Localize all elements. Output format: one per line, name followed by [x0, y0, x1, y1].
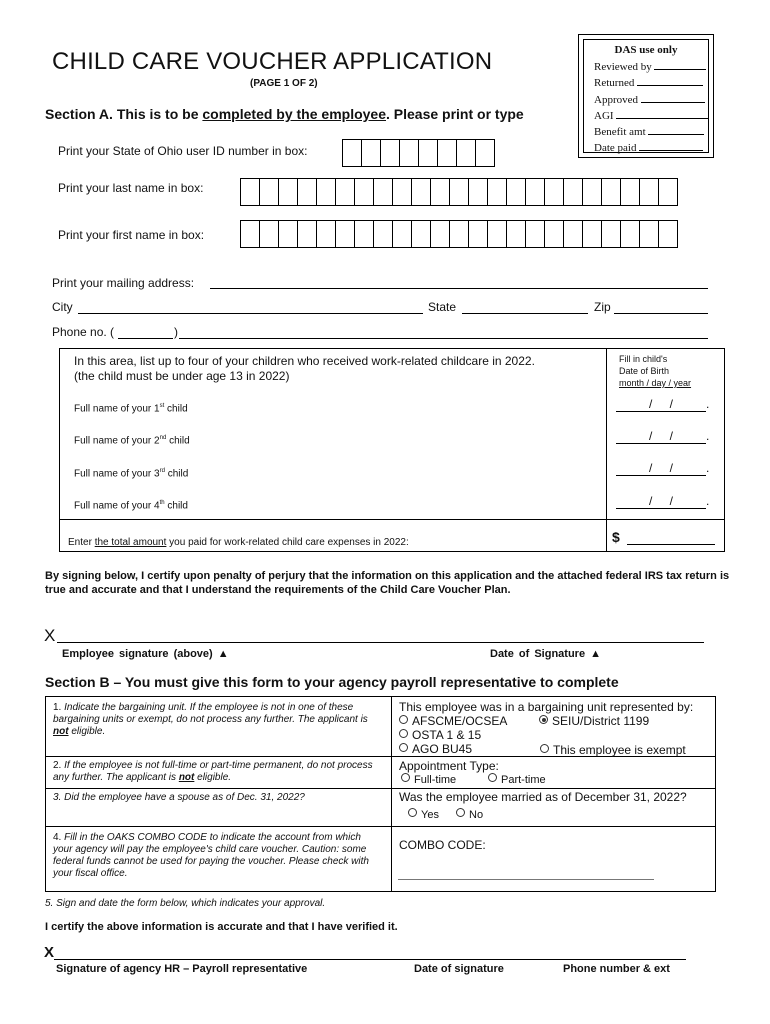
char-box[interactable]: [449, 178, 469, 206]
first-name-boxes[interactable]: [240, 220, 677, 248]
opt-exempt[interactable]: [540, 743, 686, 757]
yes-label: Yes: [421, 809, 439, 821]
char-box[interactable]: [563, 220, 583, 248]
state-line[interactable]: [462, 313, 588, 314]
das-approved-label: Approved: [594, 94, 638, 106]
das-datepaid-line[interactable]: [639, 141, 703, 151]
section-b-divider: [391, 697, 392, 891]
das-title: DAS use only: [614, 44, 678, 56]
combo-code-line[interactable]: [398, 879, 654, 880]
das-returned-row: [594, 76, 703, 89]
exempt-radio-icon[interactable]: [540, 744, 549, 753]
char-box[interactable]: [411, 220, 431, 248]
opt-full-time[interactable]: [401, 773, 456, 787]
child-1-label: [74, 403, 188, 414]
total-underlined: the total amount: [94, 537, 167, 548]
employee-signature-label: Employee signature (above) ▲: [62, 648, 229, 660]
char-box[interactable]: [278, 178, 298, 206]
char-box[interactable]: [620, 220, 640, 248]
q2-text: [53, 760, 383, 784]
char-box[interactable]: [259, 220, 279, 248]
char-box[interactable]: [468, 220, 488, 248]
children-table-total-divider: [60, 519, 724, 520]
q1-body: Indicate the bargaining unit. If the employee is not in one of these bargaining units or exempt, do not process any further. The applicant is: [53, 702, 368, 725]
total-post: you paid for work-related child care expenses in 2022:: [166, 537, 409, 548]
char-box[interactable]: [639, 220, 659, 248]
verify-statement: I certify the above information is accurate and that I have verified it.: [45, 921, 398, 933]
char-box[interactable]: [449, 220, 469, 248]
char-box[interactable]: [373, 220, 393, 248]
total-amount-line[interactable]: [627, 544, 715, 545]
last-name-label: Print your last name in box:: [58, 181, 204, 195]
section-b-heading: Section B – You must give this form to your agency payroll representative to complete: [45, 674, 619, 690]
das-returned-line[interactable]: [637, 76, 703, 86]
q1-end: eligible.: [68, 726, 106, 737]
afscme-label: AFSCME/OCSEA: [412, 714, 508, 728]
a1-title: This employee was in a bargaining unit represented by:: [399, 700, 694, 714]
children-table-divider: [606, 349, 607, 551]
char-box[interactable]: [639, 178, 659, 206]
child-4-dob[interactable]: / / .: [616, 494, 709, 509]
char-box[interactable]: [240, 220, 260, 248]
char-box[interactable]: [658, 220, 678, 248]
char-box[interactable]: [297, 220, 317, 248]
char-box[interactable]: [316, 220, 336, 248]
full-time-radio-icon[interactable]: [401, 773, 410, 782]
q1-text: [53, 702, 383, 738]
state-label: State: [428, 300, 457, 314]
char-box[interactable]: [525, 220, 545, 248]
q1-number: 1.: [53, 702, 65, 713]
a4-title: COMBO CODE:: [399, 838, 486, 852]
char-box[interactable]: [335, 178, 355, 206]
char-box[interactable]: [240, 178, 260, 206]
hr-phone-label: Phone number & ext: [563, 963, 670, 975]
hr-x-mark: X: [44, 944, 55, 961]
total-amount-label: [68, 537, 409, 548]
char-box[interactable]: [658, 178, 678, 206]
part-time-radio-icon[interactable]: [488, 773, 497, 782]
child-4-label-text: Full name of your 4: [74, 500, 160, 512]
child-1-sup: st: [159, 403, 165, 409]
child-2-sup: nd: [159, 435, 167, 441]
opt-seiu[interactable]: [539, 714, 649, 728]
q4-number: 4.: [53, 832, 65, 843]
mailing-address-label: Print your mailing address:: [52, 276, 195, 290]
das-agi-line[interactable]: [616, 109, 708, 119]
part-time-label: Part-time: [501, 774, 546, 786]
city-label: City: [52, 300, 73, 314]
page-indicator: (PAGE 1 OF 2): [250, 78, 318, 89]
char-box[interactable]: [430, 220, 450, 248]
char-box[interactable]: [437, 139, 457, 167]
no-radio-icon[interactable]: [456, 808, 465, 817]
dob-header-2: Date of Birth: [619, 366, 670, 376]
das-benefit-line[interactable]: [648, 125, 704, 135]
exempt-label: This employee is exempt: [553, 743, 686, 757]
opt-no[interactable]: [456, 808, 483, 822]
char-box[interactable]: [563, 178, 583, 206]
das-benefit-row: [594, 125, 704, 138]
afscme-radio-icon[interactable]: [399, 715, 408, 724]
char-box[interactable]: [487, 178, 507, 206]
das-agi-label: AGI: [594, 110, 614, 122]
char-box[interactable]: [506, 178, 526, 206]
q4-body: Fill in the OAKS COMBO CODE to indicate the account from which your agency will pay the employee's child care voucher. Caution: some federal funds cannot be used for paying the voucher. Please check with your fiscal office.: [53, 832, 369, 879]
section-a-heading-post: . Please print or type: [386, 106, 524, 122]
char-box[interactable]: [525, 178, 545, 206]
child-1-label-text: Full name of your 1: [74, 403, 160, 415]
char-box[interactable]: [411, 178, 431, 206]
das-inner-border: [583, 39, 709, 153]
a2-title: Appointment Type:: [399, 759, 499, 773]
char-box[interactable]: [468, 178, 488, 206]
child-3-label-post: child: [164, 468, 189, 480]
child-2-dob[interactable]: / / .: [616, 429, 709, 444]
das-use-only-box: [578, 34, 714, 158]
user-id-boxes[interactable]: [342, 139, 494, 167]
char-box[interactable]: [361, 139, 381, 167]
char-box[interactable]: [316, 178, 336, 206]
user-id-label: Print your State of Ohio user ID number in box:: [58, 144, 308, 158]
child-2-label-text: Full name of your 2: [74, 435, 160, 447]
dob-header-1: Fill in child's: [619, 354, 668, 364]
child-2-label-post: child: [166, 435, 190, 447]
zip-label: Zip: [594, 300, 611, 314]
char-box[interactable]: [430, 178, 450, 206]
char-box[interactable]: [456, 139, 476, 167]
char-box[interactable]: [487, 220, 507, 248]
char-box[interactable]: [392, 220, 412, 248]
char-box[interactable]: [418, 139, 438, 167]
children-intro-1: In this area, list up to four of your children who received work-related childcare in 2022.: [74, 354, 535, 368]
form-title: CHILD CARE VOUCHER APPLICATION: [52, 48, 493, 75]
ago-label: AGO BU45: [412, 742, 473, 756]
child-4-label-post: child: [164, 500, 188, 512]
section-a-heading: [45, 106, 524, 122]
das-returned-label: Returned: [594, 77, 635, 89]
osta-radio-icon[interactable]: [399, 729, 408, 738]
char-box[interactable]: [392, 178, 412, 206]
phone-close-paren: ): [174, 325, 178, 339]
city-line[interactable]: [78, 313, 423, 314]
child-4-dob-field[interactable]: / /: [616, 494, 706, 509]
char-box[interactable]: [544, 220, 564, 248]
das-approved-line[interactable]: [641, 93, 705, 103]
q2-end: eligible.: [194, 772, 232, 783]
hr-date-label: Date of signature: [414, 963, 504, 975]
ago-radio-icon[interactable]: [399, 743, 408, 752]
opt-osta[interactable]: [399, 728, 481, 742]
q3-text: 3. Did the employee have a spouse as of Dec. 31, 2022?: [53, 792, 305, 803]
q1-not: not: [53, 726, 69, 737]
row-divider-3: [46, 826, 715, 827]
a3-title: Was the employee married as of December 31, 2022?: [399, 790, 687, 804]
char-box[interactable]: [601, 220, 621, 248]
char-box[interactable]: [582, 178, 602, 206]
phone-label: Phone no. (: [52, 325, 115, 339]
char-box[interactable]: [399, 139, 419, 167]
seiu-label: SEIU/District 1199: [552, 714, 650, 728]
child-3-dob[interactable]: / / .: [616, 461, 709, 476]
char-box[interactable]: [259, 178, 279, 206]
child-1-dob-field[interactable]: / /: [616, 397, 706, 412]
child-4-label: [74, 500, 188, 511]
row-divider-2: [46, 788, 715, 789]
child-3-label: [74, 468, 188, 479]
char-box[interactable]: [506, 220, 526, 248]
child-3-dob-field[interactable]: / /: [616, 461, 706, 476]
das-approved-row: [594, 93, 705, 106]
das-benefit-label: Benefit amt: [594, 126, 646, 138]
opt-ago[interactable]: [399, 742, 472, 756]
yes-radio-icon[interactable]: [408, 808, 417, 817]
char-box[interactable]: [342, 139, 362, 167]
employee-signature-line[interactable]: [57, 642, 704, 643]
section-b-table: [45, 696, 716, 892]
opt-yes[interactable]: [408, 808, 439, 822]
char-box[interactable]: [601, 178, 621, 206]
seiu-radio-icon[interactable]: [539, 715, 548, 724]
opt-part-time[interactable]: [488, 773, 546, 787]
char-box[interactable]: [354, 178, 374, 206]
dob-header-3: month / day / year: [619, 378, 692, 388]
phone-area-line[interactable]: [118, 338, 173, 339]
dob-header: [619, 353, 691, 389]
child-1-label-post: child: [164, 403, 188, 415]
children-table: [59, 348, 725, 552]
das-agi-row: [594, 109, 708, 122]
char-box[interactable]: [335, 220, 355, 248]
q2-body: If the employee is not full-time or part-time permanent, do not process any further. The applicant is: [53, 760, 373, 783]
das-reviewed-label: Reviewed by: [594, 61, 652, 73]
step-5-text: 5. Sign and date the form below, which indicates your approval.: [45, 898, 326, 909]
char-box[interactable]: [620, 178, 640, 206]
char-box[interactable]: [475, 139, 495, 167]
child-4-sup: th: [159, 500, 165, 506]
section-a-heading-underlined: completed by the employee: [202, 106, 386, 122]
char-box[interactable]: [297, 178, 317, 206]
char-box[interactable]: [278, 220, 298, 248]
employee-date-label: Date of Signature ▲: [490, 648, 602, 660]
child-1-dob[interactable]: / / .: [616, 397, 709, 412]
child-2-label: [74, 435, 190, 446]
q2-not: not: [178, 772, 195, 783]
first-name-label: Print your first name in box:: [58, 228, 205, 242]
char-box[interactable]: [582, 220, 602, 248]
full-time-label: Full-time: [414, 774, 457, 786]
char-box[interactable]: [354, 220, 374, 248]
last-name-boxes[interactable]: [240, 178, 677, 206]
char-box[interactable]: [380, 139, 400, 167]
zip-line[interactable]: [614, 313, 708, 314]
no-label: No: [469, 809, 484, 821]
child-3-sup: rd: [159, 468, 165, 474]
section-a-heading-pre: Section A. This is to be: [45, 106, 203, 122]
das-reviewed-row: [594, 60, 706, 73]
employee-x-mark: X: [44, 626, 56, 645]
char-box[interactable]: [373, 178, 393, 206]
total-pre: Enter: [68, 537, 95, 548]
opt-afscme[interactable]: [399, 714, 507, 728]
hr-signature-line[interactable]: [54, 959, 686, 960]
hr-signature-label: Signature of agency HR – Payroll representative: [56, 963, 308, 975]
osta-label: OSTA 1 & 15: [412, 728, 482, 742]
mailing-address-line[interactable]: [210, 288, 708, 289]
q4-text: [53, 832, 383, 880]
das-reviewed-line[interactable]: [654, 60, 706, 70]
child-2-dob-field[interactable]: / /: [616, 429, 706, 444]
child-3-label-text: Full name of your 3: [74, 468, 160, 480]
dollar-sign: $: [612, 529, 620, 545]
certify-statement: By signing below, I certify upon penalty of perjury that the information on this application and the attached federal IRS tax return is true and accurate and that I understand the requirements of the Child Care Voucher Plan.: [45, 570, 730, 596]
das-datepaid-label: Date paid: [594, 142, 637, 154]
children-intro-2: (the child must be under age 13 in 2022): [74, 369, 290, 383]
phone-number-line[interactable]: [179, 338, 708, 339]
q2-number: 2.: [53, 760, 65, 771]
char-box[interactable]: [544, 178, 564, 206]
das-datepaid-row: [594, 141, 703, 154]
